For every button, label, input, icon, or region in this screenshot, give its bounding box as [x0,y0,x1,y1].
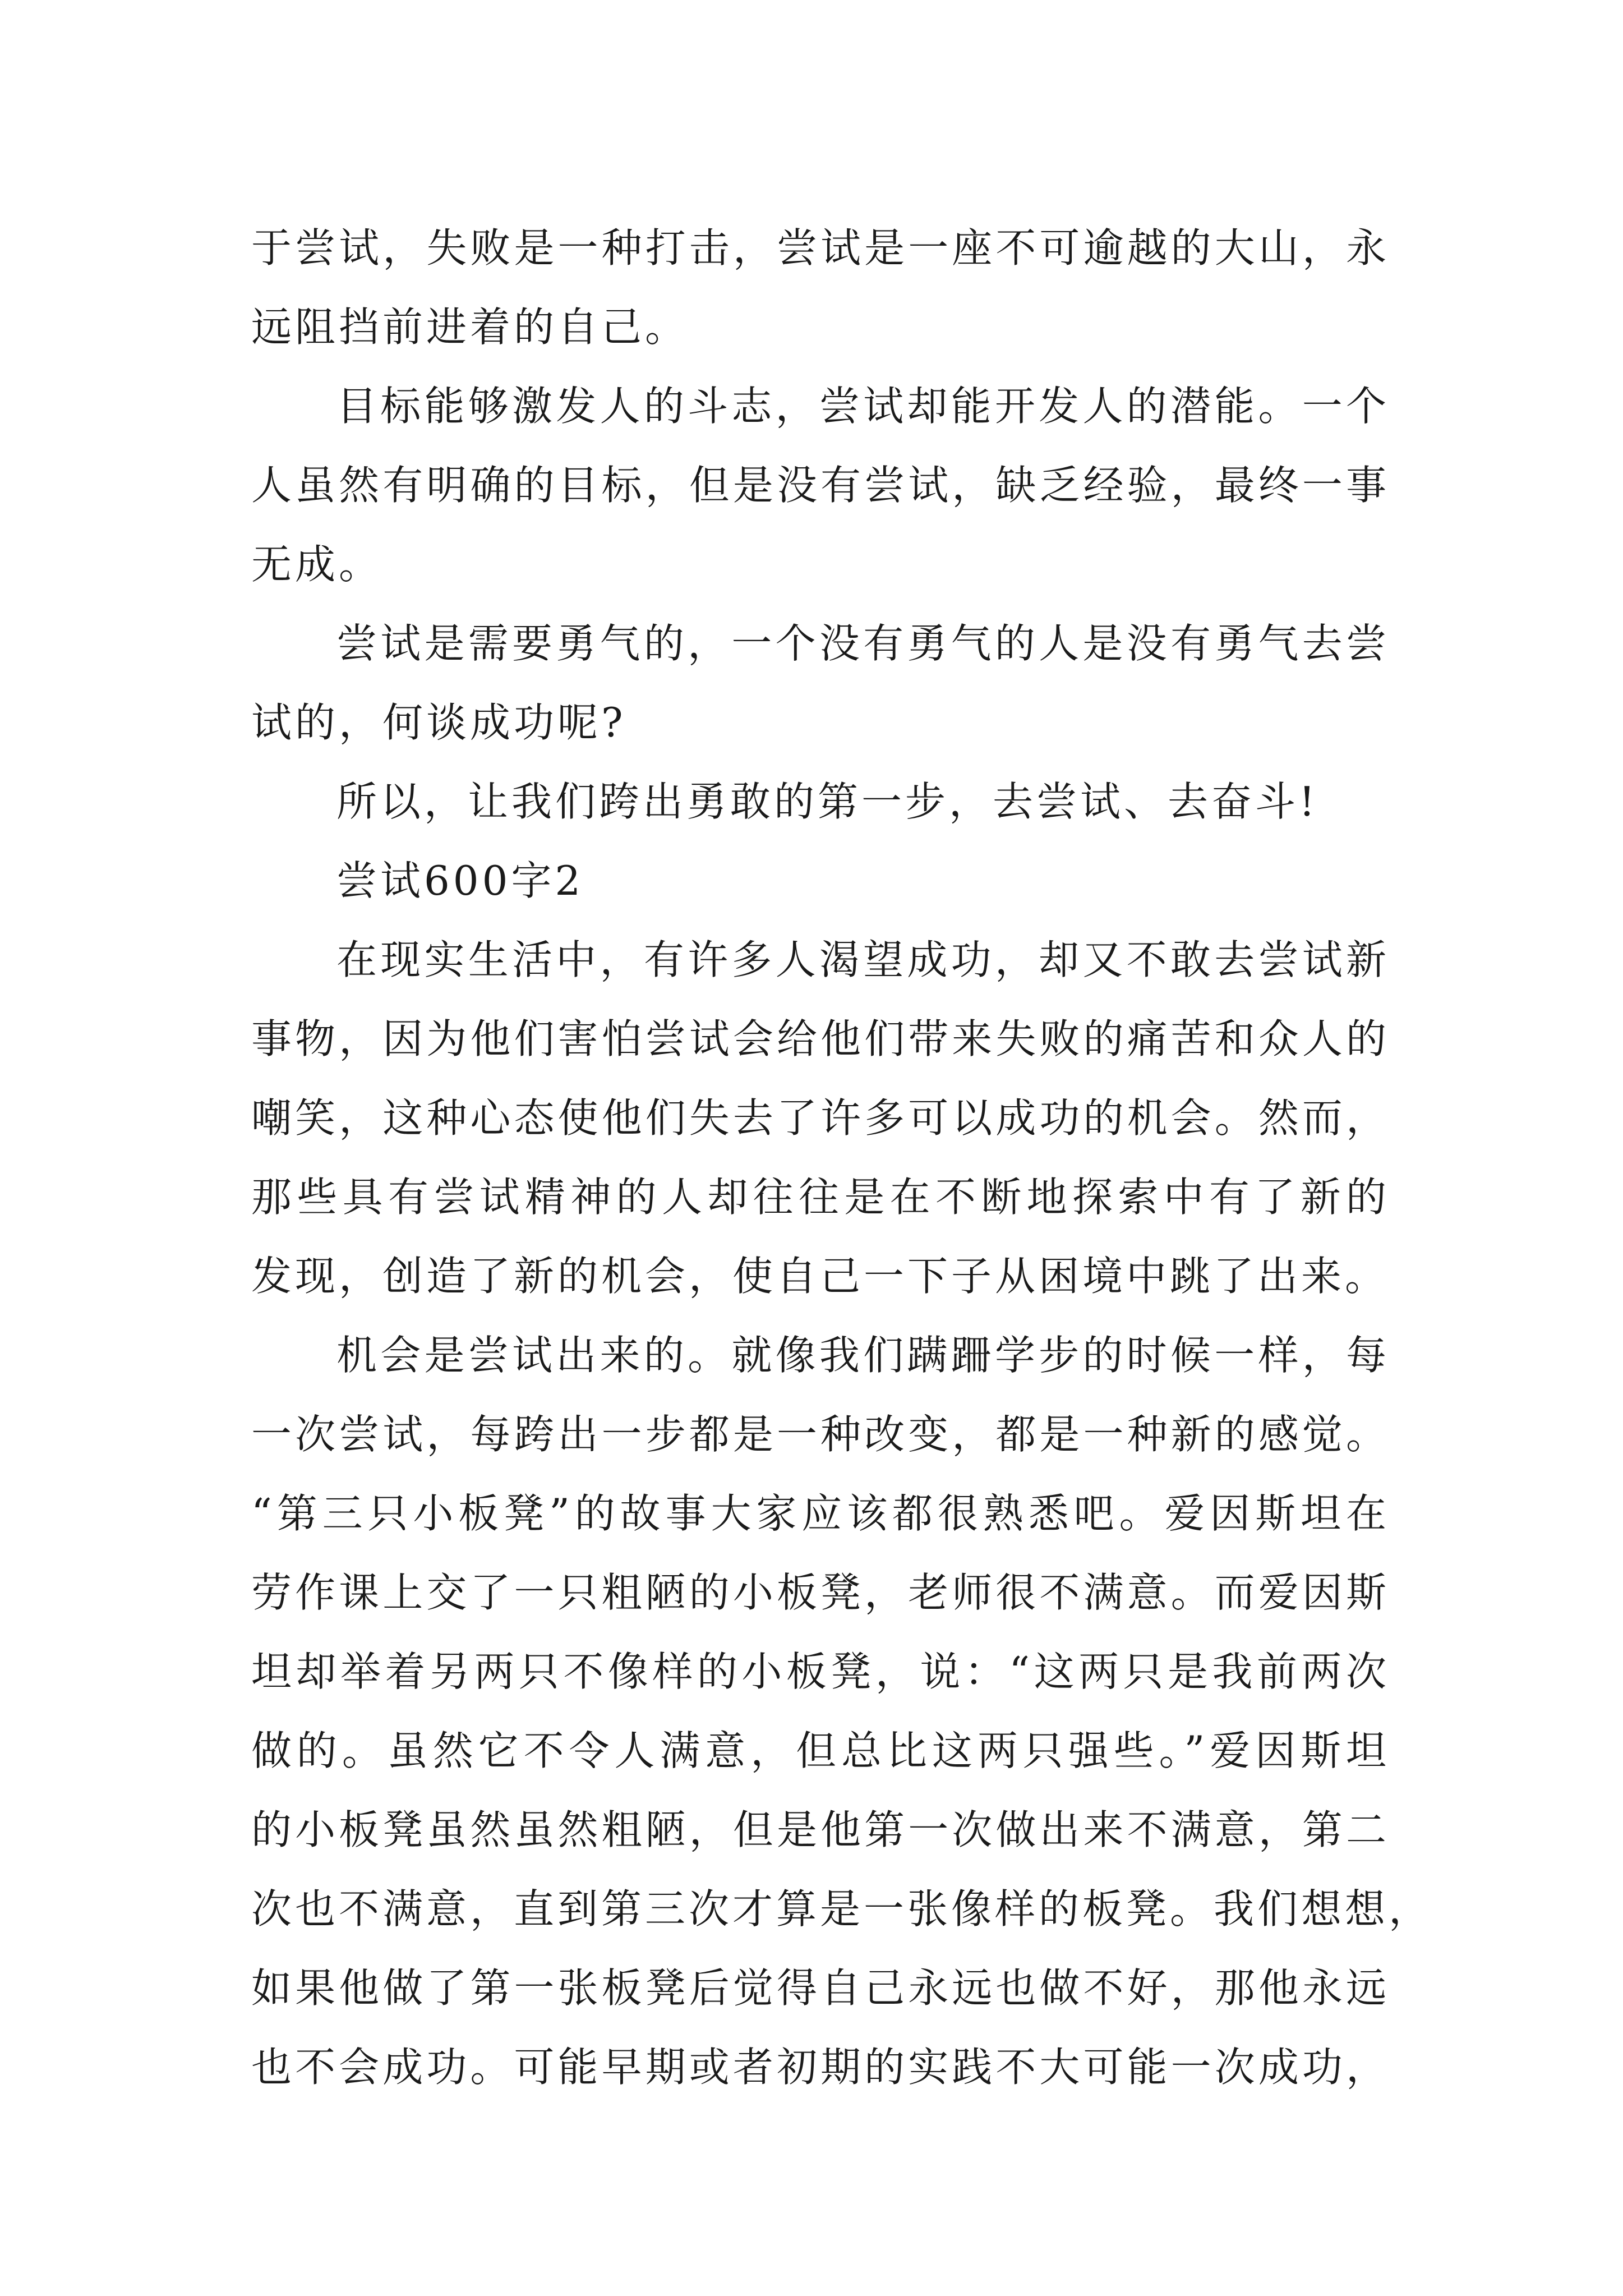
text-line: 事物，因为他们害怕尝试会给他们带来失败的痛苦和众人的 [251,1015,1390,1062]
text-line: 如果他做了第一张板凳后觉得自己永远也做不好，那他永远 [251,1964,1390,2012]
text-line: 无成。 [251,541,383,588]
text-line: 也不会成功。可能早期或者初期的实践不大可能一次成功， [251,2044,1390,2091]
text-line: 一次尝试，每跨出一步都是一种改变，都是一种新的感觉。 [251,1411,1390,1458]
text-line: 发现，创造了新的机会，使自己一下子从困境中跳了出来。 [251,1253,1389,1300]
text-line: 劳作课上交了一只粗陋的小板凳，老师很不满意。而爱因斯 [251,1569,1390,1616]
text-line: 在现实生活中，有许多人渴望成功，却又不敢去尝试新 [336,936,1390,983]
text-line: “第三只小板凳”的故事大家应该都很熟悉吧。爱因斯坦在 [251,1490,1390,1537]
text-line: 所以，让我们跨出勇敢的第一步，去尝试、去奋斗! [336,778,1318,825]
text-line: 机会是尝试出来的。就像我们蹒跚学步的时候一样，每 [336,1332,1390,1379]
text-line: 的小板凳虽然虽然粗陋，但是他第一次做出来不满意，第二 [251,1806,1390,1853]
text-line: 于尝试，失败是一种打击，尝试是一座不可逾越的大山，永 [251,224,1390,272]
text-line: 远阻挡前进着的自己。 [251,303,689,351]
text-line: 坦却举着另两只不像样的小板凳，说：“这两只是我前两次 [251,1648,1390,1695]
text-line: 尝试600字2 [336,857,584,904]
text-line: 那些具有尝试精神的人却往往是在不断地探索中有了新的 [251,1174,1390,1221]
text-line: 次也不满意，直到第三次才算是一张像样的板凳。我们想想， [251,1885,1433,1932]
text-line: 嘲笑，这种心态使他们失去了许多可以成功的机会。然而， [251,1094,1390,1142]
text-line: 做的。虽然它不令人满意，但总比这两只强些。”爱因斯坦 [251,1727,1390,1774]
text-line: 试的，何谈成功呢? [251,699,626,746]
text-line: 尝试是需要勇气的，一个没有勇气的人是没有勇气去尝 [336,620,1390,667]
document-body [251,209,1433,2107]
text-line: 人虽然有明确的目标，但是没有尝试，缺乏经验，最终一事 [251,462,1390,509]
text-line: 目标能够激发人的斗志，尝试却能开发人的潜能。一个 [336,383,1390,430]
